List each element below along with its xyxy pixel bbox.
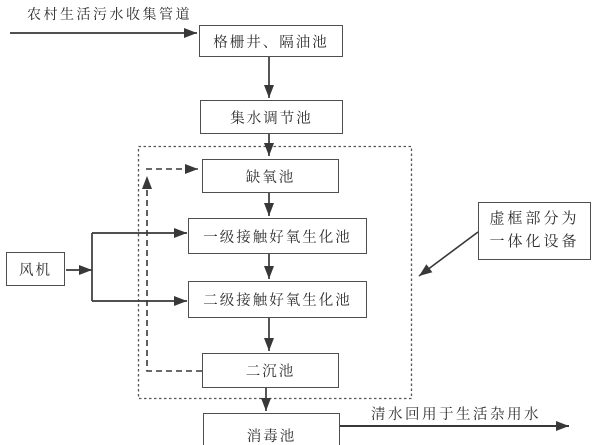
node-anoxic-tank xyxy=(202,159,339,193)
node-label: 缺氧池 xyxy=(245,169,296,186)
node-label: 集水调节池 xyxy=(230,110,313,127)
node-label: 二沉池 xyxy=(245,364,296,380)
node-label: 二级接触好氧生化池 xyxy=(203,293,352,309)
note-line-2: 一体化设备 xyxy=(489,234,580,250)
node-primary-contact-aerobic-tank xyxy=(188,218,367,254)
arrow-recycle-return-up xyxy=(147,176,202,371)
node-secondary-contact-aerobic-tank xyxy=(188,281,367,318)
node-grid-well-grease-trap xyxy=(199,25,343,57)
node-label: 格栅井、隔油池 xyxy=(213,34,329,51)
node-label: 消毒池 xyxy=(246,428,297,445)
node-secondary-sedimentation-tank xyxy=(202,353,339,388)
node-fan-blower xyxy=(6,252,65,286)
note-line-1: 虚框部分为 xyxy=(489,211,580,227)
source-pipeline-label: 农村生活污水收集管道 xyxy=(27,8,192,23)
arrow-note-to-frame xyxy=(419,232,478,276)
node-label: 一级接触好氧生化池 xyxy=(203,229,352,246)
node-collection-regulating-tank xyxy=(200,100,343,134)
node-disinfection-tank xyxy=(203,413,340,445)
note-integrated-equipment xyxy=(478,202,591,260)
node-label: 风机 xyxy=(19,262,52,279)
effluent-reuse-label: 清水回用于生活杂用水 xyxy=(371,407,541,423)
